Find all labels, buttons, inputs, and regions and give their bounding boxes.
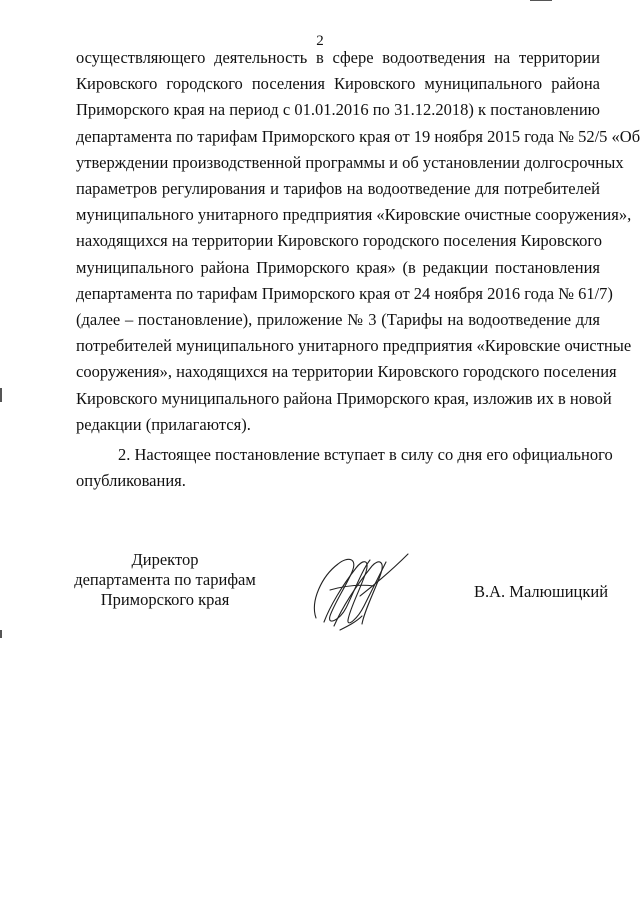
scan-edge-mark [530, 0, 552, 1]
paragraph-line: Приморского края на период с 01.01.2016 по 31.12.2018) к постановлению [76, 100, 600, 120]
paragraph-line: муниципального унитарного предприятия «Кировские очистные сооружения», [76, 205, 632, 225]
handwritten-signature [300, 546, 420, 636]
paragraph-line: сооружения», находящихся на территории Кировского городского поселения [76, 362, 617, 382]
signer-title-line: Директор [131, 550, 199, 569]
paragraph-line: осуществляющего деятельность в сфере водоотведения на территории [76, 48, 600, 67]
paragraph-line: Кировского городского поселения Кировского муниципального района [76, 74, 600, 94]
paragraph-line: Кировского муниципального района Приморского края, изложив их в новой [76, 388, 612, 408]
paragraph-line: опубликования. [76, 471, 186, 491]
paragraph-line: 2. Настоящее постановление вступает в силу со дня его официального [118, 445, 613, 464]
paragraph-line: департамента по тарифам Приморского края от 24 ноября 2016 года № 61/7) [76, 283, 613, 303]
paragraph-line: находящихся на территории Кировского городского поселения Кировского [76, 231, 602, 251]
paragraph-line: потребителей муниципального унитарного предприятия «Кировские очистные [76, 336, 632, 356]
paragraph-2 [76, 442, 613, 494]
paragraph-line: параметров регулирования и тарифов на водоотведение для потребителей [76, 179, 600, 199]
signer-name: В.А. Малюшицкий [474, 582, 609, 601]
paragraph-line: (далее – постановление), приложение № 3 (Тарифы на водоотведение для [76, 310, 600, 330]
paragraph-line: утверждении производственной программы и об установлении долгосрочных [76, 152, 624, 172]
paragraph-line: муниципального района Приморского края» (в редакции постановления [76, 257, 600, 277]
paragraph-line: департамента по тарифам Приморского края от 19 ноября 2015 года № 52/5 «Об [76, 126, 640, 146]
page-number: 2 [316, 33, 324, 49]
scan-edge-mark [0, 630, 2, 638]
signer-title-line: департамента по тарифам [74, 570, 256, 589]
scan-edge-mark [0, 388, 2, 402]
paragraph-line: редакции (прилагаются). [76, 414, 251, 434]
signer-title [70, 550, 260, 610]
signer-title-line: Приморского края [100, 590, 230, 609]
paragraph-1 [76, 45, 640, 438]
